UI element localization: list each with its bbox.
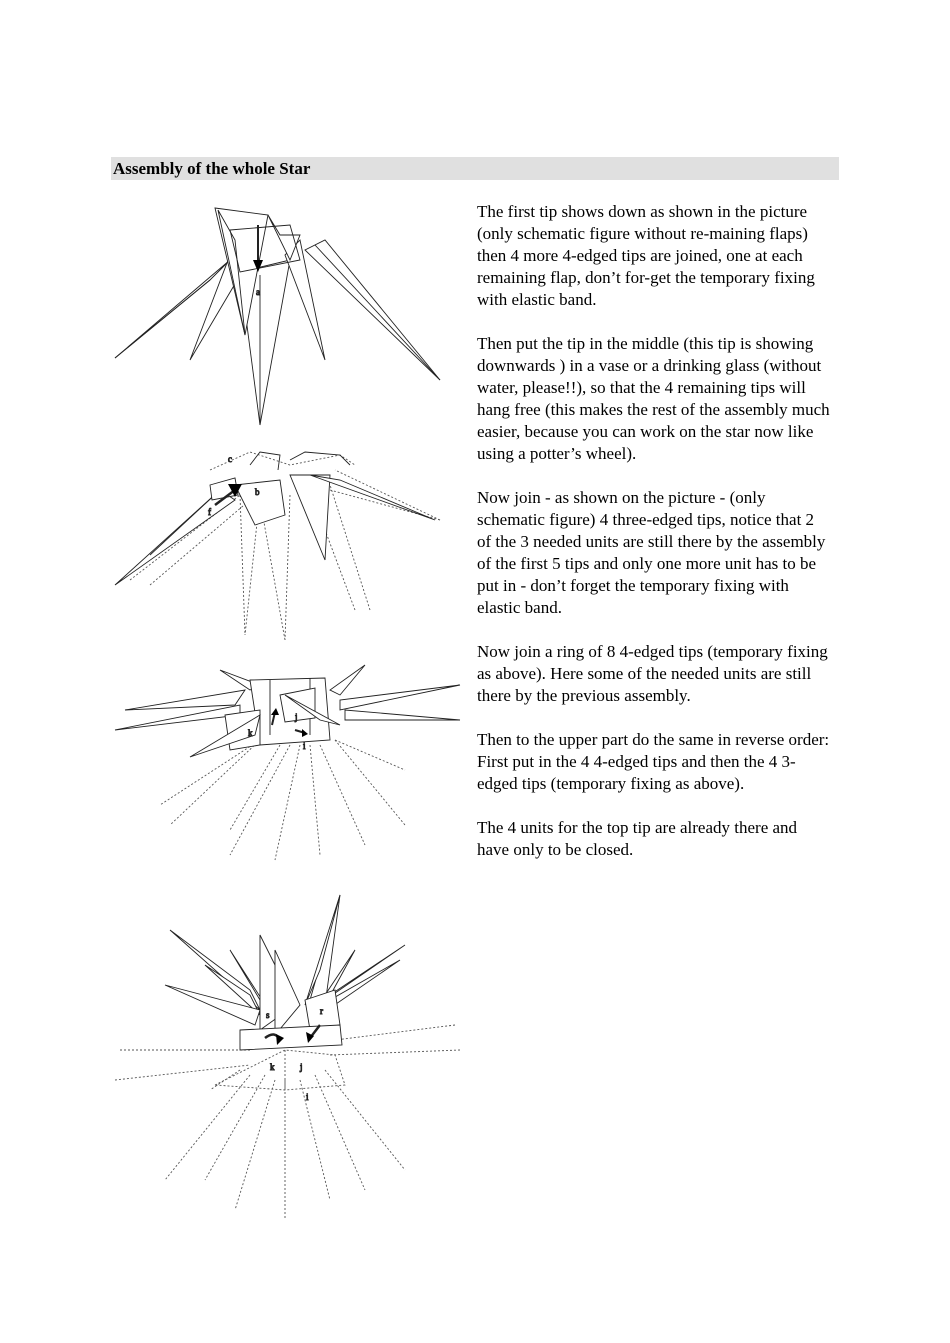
instruction-paragraph-6: The 4 units for the top tip are already there and have only to be closed. [477, 818, 798, 859]
figure-step-3 [110, 660, 465, 865]
instruction-paragraph-3: Now join - as shown on the picture - (only schematic figure) 4 three-edged tips, notice that 2 of the 3 needed units are still there by the assembly of the first 5 tips and only one more unit has to be put in - don’t forget the temporary fixing with elastic band. [477, 488, 826, 617]
figure-label-f: f [208, 507, 211, 517]
instruction-paragraph-2: Then put the tip in the middle (this tip is showing downwards ) in a vase or a drinking glass (without water, please!!), so that the 4 remaining tips will hang free (this makes the rest of the assembly much easier, because you can work on the star now like using a potter’s wheel). [477, 334, 830, 463]
figure-label-j4: j [300, 1062, 303, 1072]
figure-label-r: r [320, 1006, 323, 1016]
figure-label-i4: i [306, 1092, 309, 1102]
figure-label-i: i [303, 741, 306, 751]
figure-label-s: s [266, 1010, 270, 1020]
figure-label-k4: k [270, 1062, 275, 1072]
instruction-paragraph-1: The first tip shows down as shown in the picture (only schematic figure without re-maining flaps) then 4 more 4-edged tips are joined, one at each remaining flap, don’t for-get the temporary fixing with elastic band. [477, 202, 815, 309]
instruction-paragraph-5: Then to the upper part do the same in reverse order: First put in the 4 4-edged tips and then the 4 3-edged tips (temporary fixing as above). [477, 730, 830, 793]
figure-label-j: j [295, 712, 298, 722]
figure-step-2 [110, 440, 445, 645]
figure-label-a: a [256, 287, 260, 297]
instruction-paragraph-4: Now join a ring of 8 4-edged tips (temporary fixing as above). Here some of the needed units are still there by the previous assembly. [477, 642, 828, 705]
figure-label-b: b [255, 487, 260, 497]
figure-step-4 [110, 890, 465, 1225]
figure-label-c: c [228, 454, 232, 464]
instructions-column [477, 201, 832, 883]
figure-label-k: k [248, 728, 253, 738]
section-title: Assembly of the whole Star [111, 157, 839, 180]
figure-step-1 [110, 200, 445, 430]
